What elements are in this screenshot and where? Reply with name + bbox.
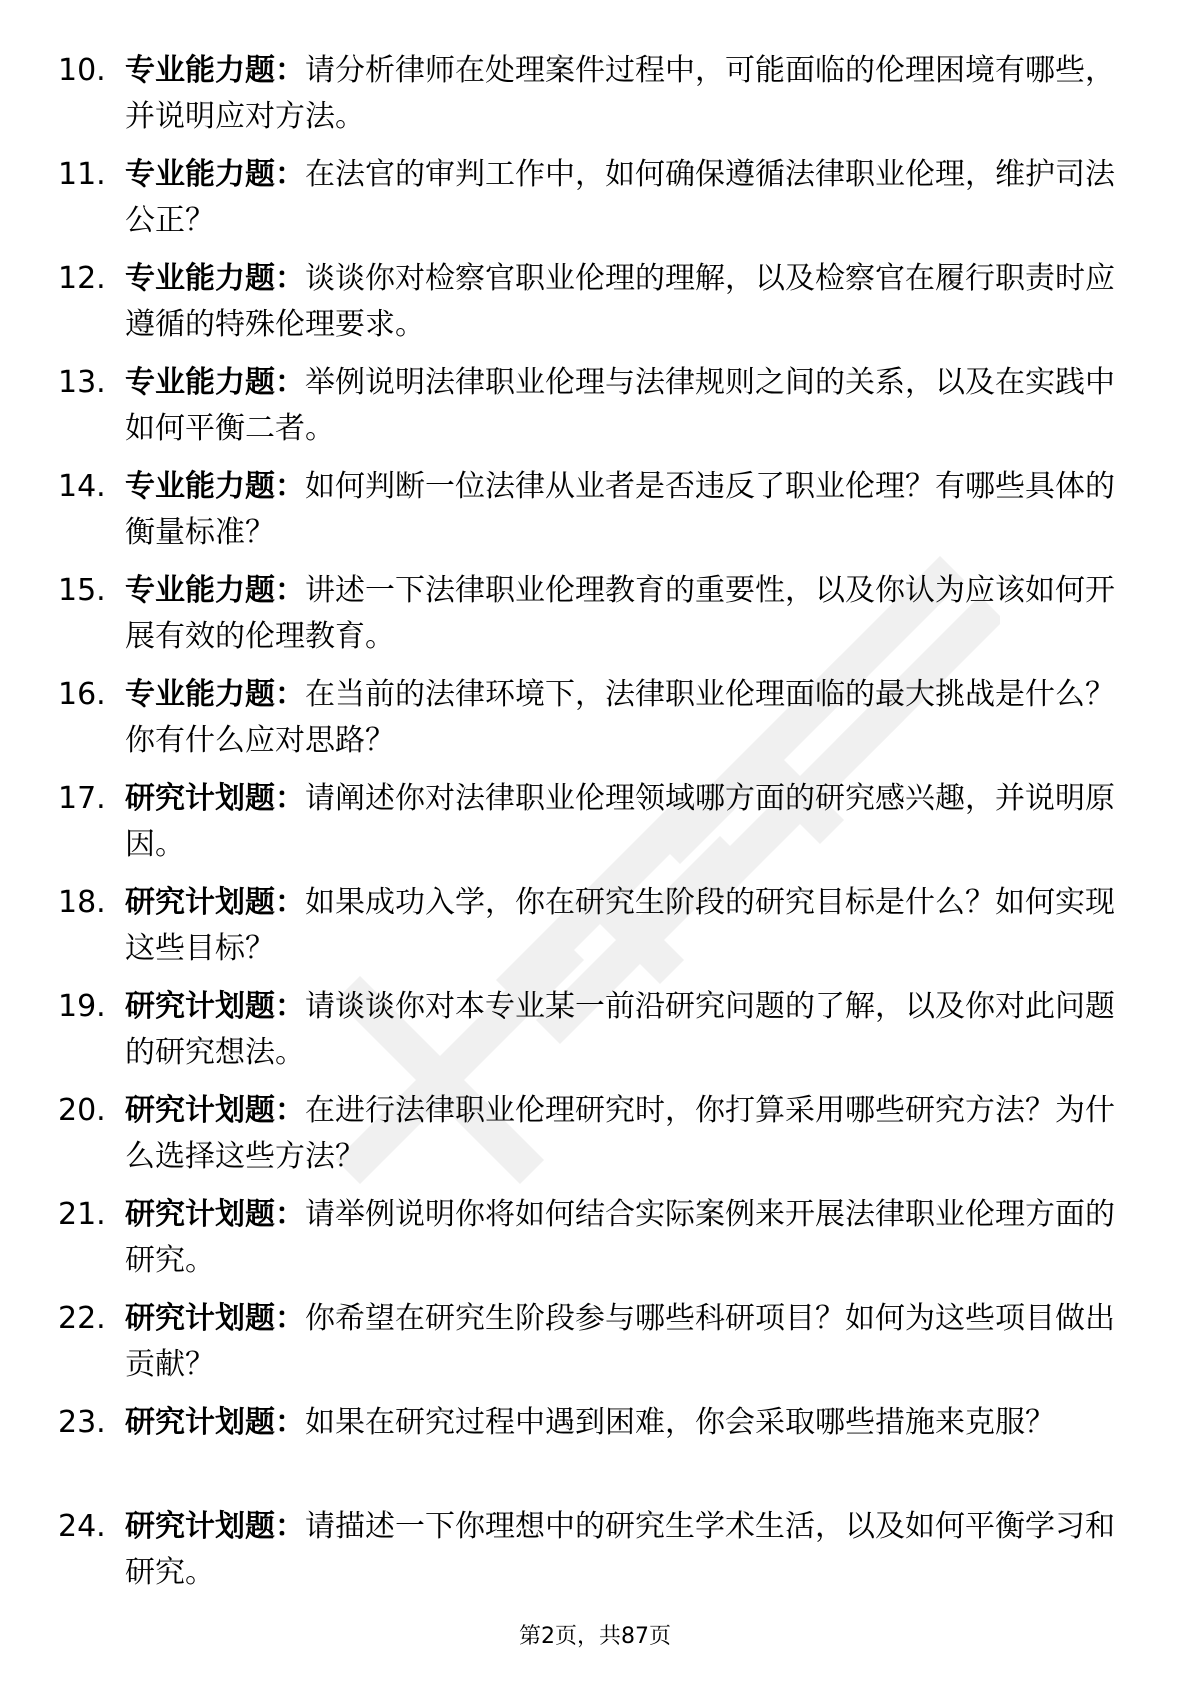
question-text: 在进行法律职业伦理研究时，你打算采用哪些研究方法？为什么选择这些方法？: [125, 1093, 1115, 1174]
question-text: 请分析律师在处理案件过程中，可能面临的伦理困境有哪些，并说明应对方法。: [125, 53, 1115, 134]
question-item: [0, 1192, 1190, 1282]
question-item: [0, 464, 1190, 554]
question-number: 16.: [58, 677, 106, 712]
question-number: 20.: [58, 1093, 106, 1128]
question-number: 12.: [58, 261, 106, 296]
question-category: 专业能力题：: [125, 677, 305, 712]
question-category: 专业能力题：: [125, 365, 305, 400]
question-body: [125, 1296, 1125, 1388]
question-number: 18.: [58, 885, 106, 920]
question-number: 22.: [58, 1301, 106, 1336]
question-body: [125, 1088, 1125, 1180]
question-category: 研究计划题：: [125, 1509, 305, 1544]
question-number: 23.: [58, 1405, 106, 1440]
question-body: [125, 152, 1125, 244]
question-category: 研究计划题：: [125, 989, 305, 1024]
question-body: [125, 672, 1125, 764]
question-number: 14.: [58, 469, 106, 504]
question-category: 研究计划题：: [125, 1197, 305, 1232]
question-body: [125, 360, 1125, 452]
question-item: [0, 880, 1190, 970]
question-number: 10.: [58, 53, 106, 88]
question-text: 如果在研究过程中遇到困难，你会采取哪些措施来克服？: [305, 1405, 1055, 1440]
question-text: 如何判断一位法律从业者是否违反了职业伦理？有哪些具体的衡量标准？: [125, 469, 1115, 550]
question-category: 研究计划题：: [125, 781, 305, 816]
question-category: 研究计划题：: [125, 1405, 305, 1440]
question-number: 21.: [58, 1197, 106, 1232]
question-item: [0, 984, 1190, 1074]
question-text: 在当前的法律环境下，法律职业伦理面临的最大挑战是什么？你有什么应对思路？: [125, 677, 1115, 758]
question-category: 研究计划题：: [125, 1301, 305, 1336]
question-item: [0, 256, 1190, 346]
question-category: 研究计划题：: [125, 1093, 305, 1128]
question-body: [125, 1400, 1125, 1446]
question-number: 15.: [58, 573, 106, 608]
question-number: 24.: [58, 1509, 106, 1544]
question-body: [125, 256, 1125, 348]
question-item: [0, 568, 1190, 658]
question-item: [0, 152, 1190, 242]
page-number-label: 第2页，共87页: [519, 1624, 671, 1649]
question-body: [125, 1192, 1125, 1284]
question-item: [0, 360, 1190, 450]
question-category: 专业能力题：: [125, 469, 305, 504]
question-body: [125, 776, 1125, 868]
question-number: 17.: [58, 781, 106, 816]
question-list: [0, 48, 1190, 1608]
question-body: [125, 1504, 1125, 1596]
question-text: 举例说明法律职业伦理与法律规则之间的关系，以及在实践中如何平衡二者。: [125, 365, 1115, 446]
question-body: [125, 880, 1125, 972]
question-body: [125, 48, 1125, 140]
question-text: 请谈谈你对本专业某一前沿研究问题的了解，以及你对此问题的研究想法。: [125, 989, 1115, 1070]
question-number: 13.: [58, 365, 106, 400]
question-category: 专业能力题：: [125, 261, 305, 296]
question-text: 讲述一下法律职业伦理教育的重要性，以及你认为应该如何开展有效的伦理教育。: [125, 573, 1115, 654]
question-text: 请阐述你对法律职业伦理领域哪方面的研究感兴趣，并说明原因。: [125, 781, 1115, 862]
question-text: 在法官的审判工作中，如何确保遵循法律职业伦理，维护司法公正？: [125, 157, 1115, 238]
question-number: 19.: [58, 989, 106, 1024]
question-item: [0, 1400, 1190, 1490]
question-text: 谈谈你对检察官职业伦理的理解，以及检察官在履行职责时应遵循的特殊伦理要求。: [125, 261, 1115, 342]
question-number: 11.: [58, 157, 106, 192]
question-item: [0, 1296, 1190, 1386]
question-item: [0, 1504, 1190, 1594]
question-body: [125, 464, 1125, 556]
question-text: 请举例说明你将如何结合实际案例来开展法律职业伦理方面的研究。: [125, 1197, 1115, 1278]
question-body: [125, 984, 1125, 1076]
question-text: 请描述一下你理想中的研究生学术生活，以及如何平衡学习和研究。: [125, 1509, 1115, 1590]
question-category: 专业能力题：: [125, 573, 305, 608]
question-item: [0, 672, 1190, 762]
question-text: 你希望在研究生阶段参与哪些科研项目？如何为这些项目做出贡献？: [125, 1301, 1115, 1382]
question-category: 研究计划题：: [125, 885, 305, 920]
page-footer: [0, 1622, 1190, 1652]
question-item: [0, 48, 1190, 138]
question-item: [0, 1088, 1190, 1178]
question-category: 专业能力题：: [125, 157, 305, 192]
question-category: 专业能力题：: [125, 53, 305, 88]
question-body: [125, 568, 1125, 660]
question-text: 如果成功入学，你在研究生阶段的研究目标是什么？如何实现这些目标？: [125, 885, 1115, 966]
question-item: [0, 776, 1190, 866]
